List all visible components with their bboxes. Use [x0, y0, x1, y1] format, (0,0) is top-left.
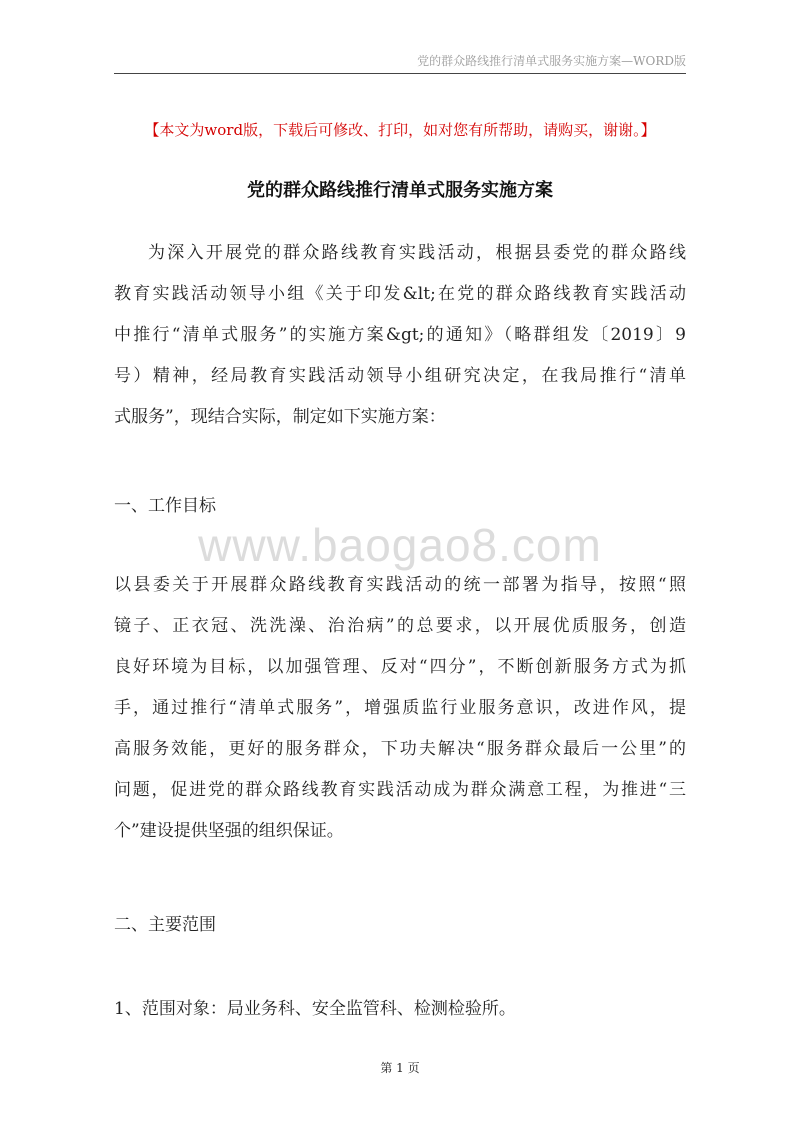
goals-line: 以县委关于开展群众路线教育实践活动的统一部署为指导，按照“照 — [114, 575, 686, 595]
goals-line: 手，通过推行“清单式服务”，增强质监行业服务意识，改进作风，提 — [114, 698, 686, 718]
document-title: 党的群众路线推行清单式服务实施方案 — [247, 180, 553, 201]
goals-line: 良好环境为目标，以加强管理、反对“四分”，不断创新服务方式为抓 — [114, 657, 686, 677]
intro-line: 式服务”，现结合实际，制定如下实施方案： — [114, 407, 446, 427]
section-heading-goals: 一、工作目标 — [114, 496, 216, 516]
page-number: 第 1 页 — [380, 1061, 420, 1075]
intro-line: 教育实践活动领导小组《关于印发&lt;在党的群众路线教育实践活动 — [114, 284, 686, 304]
header-divider — [114, 73, 686, 74]
goals-line: 镜子、正衣冠、洗洗澡、治治病”的总要求，以开展优质服务，创造 — [114, 616, 686, 636]
section-heading-scope: 二、主要范围 — [114, 915, 216, 935]
scope-item-1: 1、范围对象：局业务科、安全监管科、检测检验所。 — [114, 999, 516, 1019]
watermark-text: www.baogao8.com — [198, 519, 602, 571]
intro-line: 为深入开展党的群众路线教育实践活动，根据县委党的群众路线 — [148, 243, 686, 263]
goals-line: 问题，促进党的群众路线教育实践活动成为群众满意工程，为推进“三 — [114, 780, 686, 800]
goals-line: 高服务效能，更好的服务群众，下功夫解决“服务群众最后一公里”的 — [114, 739, 686, 759]
intro-line: 号）精神，经局教育实践活动领导小组研究决定，在我局推行“清单 — [114, 366, 686, 386]
goals-line: 个”建设提供坚强的组织保证。 — [114, 821, 344, 841]
download-notice: 【本文为word版，下载后可修改、打印，如对您有所帮助，请购买，谢谢。】 — [144, 121, 656, 139]
intro-line: 中推行“清单式服务”的实施方案&gt;的通知》（略群组发〔2019〕9 — [114, 325, 686, 345]
running-header: 党的群众路线推行清单式服务实施方案—WORD版 — [417, 54, 686, 68]
